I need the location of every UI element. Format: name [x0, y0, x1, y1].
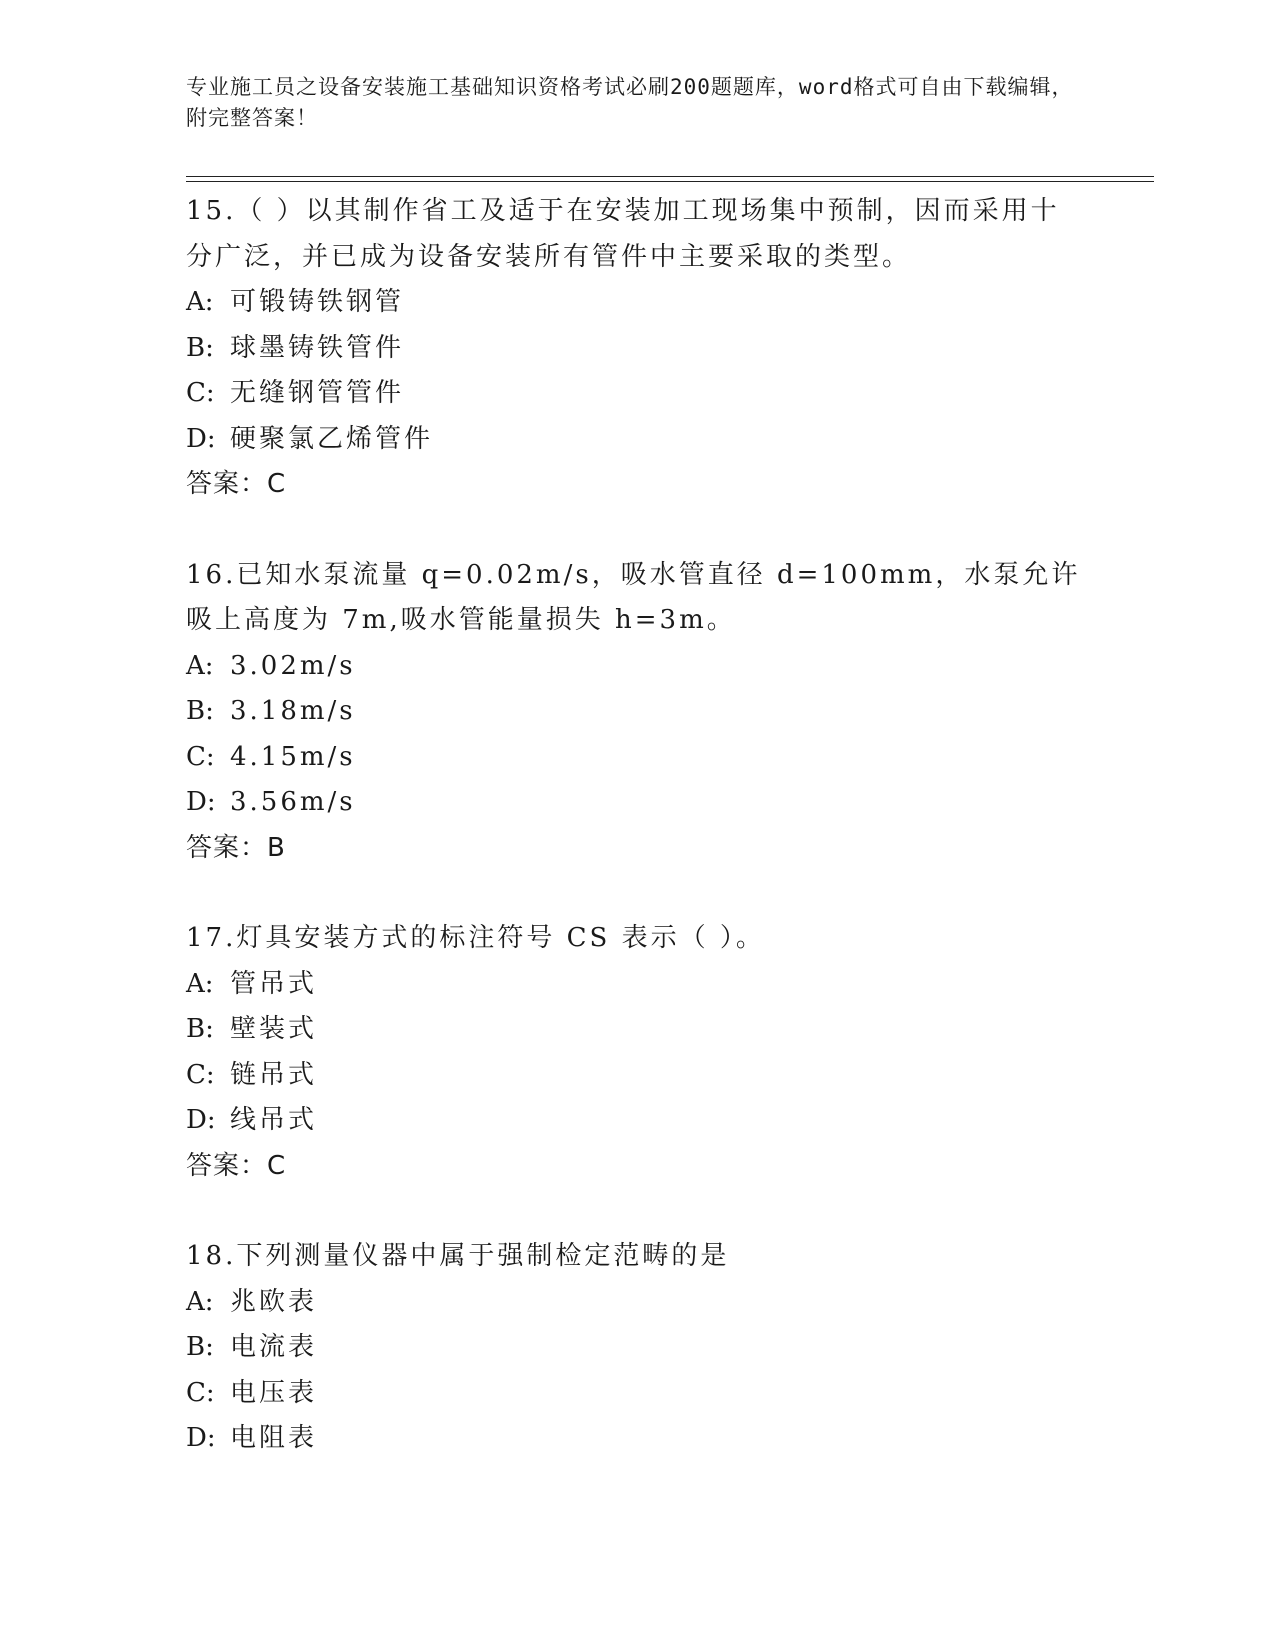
option-a [186, 280, 1086, 326]
question-18 [186, 1234, 1086, 1462]
option-text: 球墨铸铁管件 [230, 332, 405, 363]
option-b [186, 326, 1086, 372]
question-stem: 15.（ ）以其制作省工及适于在安装加工现场集中预制，因而采用十分广泛，并已成为设备安装所有管件中主要采取的类型。 [186, 196, 1060, 272]
option-text: 壁装式 [230, 1014, 318, 1044]
option-a [186, 962, 1086, 1008]
option-letter: B: [186, 1014, 214, 1044]
option-c [186, 1371, 1086, 1417]
option-c [186, 1053, 1086, 1099]
option-letter: C: [186, 1059, 215, 1090]
option-text: 可锻铸铁钢管 [230, 287, 405, 317]
answer-label: 答案：C [186, 1150, 287, 1181]
option-c [186, 735, 1086, 781]
header-rule-bottom [186, 181, 1154, 182]
option-d [186, 1098, 1086, 1144]
option-letter: A: [186, 1286, 214, 1317]
option-b [186, 689, 1086, 735]
answer-label: 答案：B [186, 832, 286, 863]
option-b [186, 1007, 1086, 1053]
option-letter: C: [186, 741, 215, 772]
option-text: 3.02m/s [230, 650, 356, 681]
option-a [186, 644, 1086, 690]
option-text: 链吊式 [230, 1059, 318, 1090]
option-letter: B: [186, 332, 214, 363]
document-header: 专业施工员之设备安装施工基础知识资格考试必刷200题题库，word格式可自由下载编辑，附完整答案！ [186, 75, 1074, 130]
question-17 [186, 916, 1086, 1189]
option-d [186, 417, 1086, 463]
question-stem: 17.灯具安装方式的标注符号 CS 表示（ ）。 [186, 923, 765, 953]
option-b [186, 1325, 1086, 1371]
option-letter: D: [186, 1105, 216, 1135]
option-letter: C: [186, 378, 215, 408]
option-text: 硬聚氯乙烯管件 [230, 423, 434, 454]
option-text: 电流表 [230, 1332, 318, 1362]
option-c [186, 371, 1086, 417]
option-letter: C: [186, 1377, 215, 1408]
option-letter: D: [186, 1423, 216, 1453]
option-d [186, 780, 1086, 826]
option-letter: B: [186, 1332, 214, 1362]
option-letter: A: [186, 968, 214, 999]
option-letter: A: [186, 650, 214, 681]
option-text: 电压表 [230, 1377, 318, 1408]
option-text: 管吊式 [230, 968, 318, 999]
option-text: 无缝钢管管件 [230, 378, 405, 408]
option-text: 3.56m/s [230, 787, 356, 817]
option-text: 电阻表 [230, 1423, 318, 1453]
option-text: 线吊式 [230, 1105, 318, 1135]
option-text: 3.18m/s [230, 696, 356, 726]
option-letter: A: [186, 287, 214, 317]
option-letter: D: [186, 423, 216, 454]
header-rule-top [186, 176, 1154, 177]
option-text: 兆欧表 [230, 1286, 318, 1317]
option-a [186, 1280, 1086, 1326]
option-text: 4.15m/s [230, 741, 356, 772]
option-d [186, 1416, 1086, 1462]
question-stem: 18.下列测量仪器中属于强制检定范畴的是 [186, 1241, 730, 1271]
option-letter: D: [186, 787, 216, 817]
question-15 [186, 189, 1086, 508]
option-letter: B: [186, 696, 214, 726]
answer-label: 答案：C [186, 469, 287, 499]
question-stem: 16.已知水泵流量 q=0.02m/s，吸水管直径 d=100mm，水泵允许吸上高度为 7m,吸水管能量损失 h=3m。 [186, 559, 1081, 635]
question-list [186, 189, 1086, 1462]
question-16 [186, 553, 1086, 872]
